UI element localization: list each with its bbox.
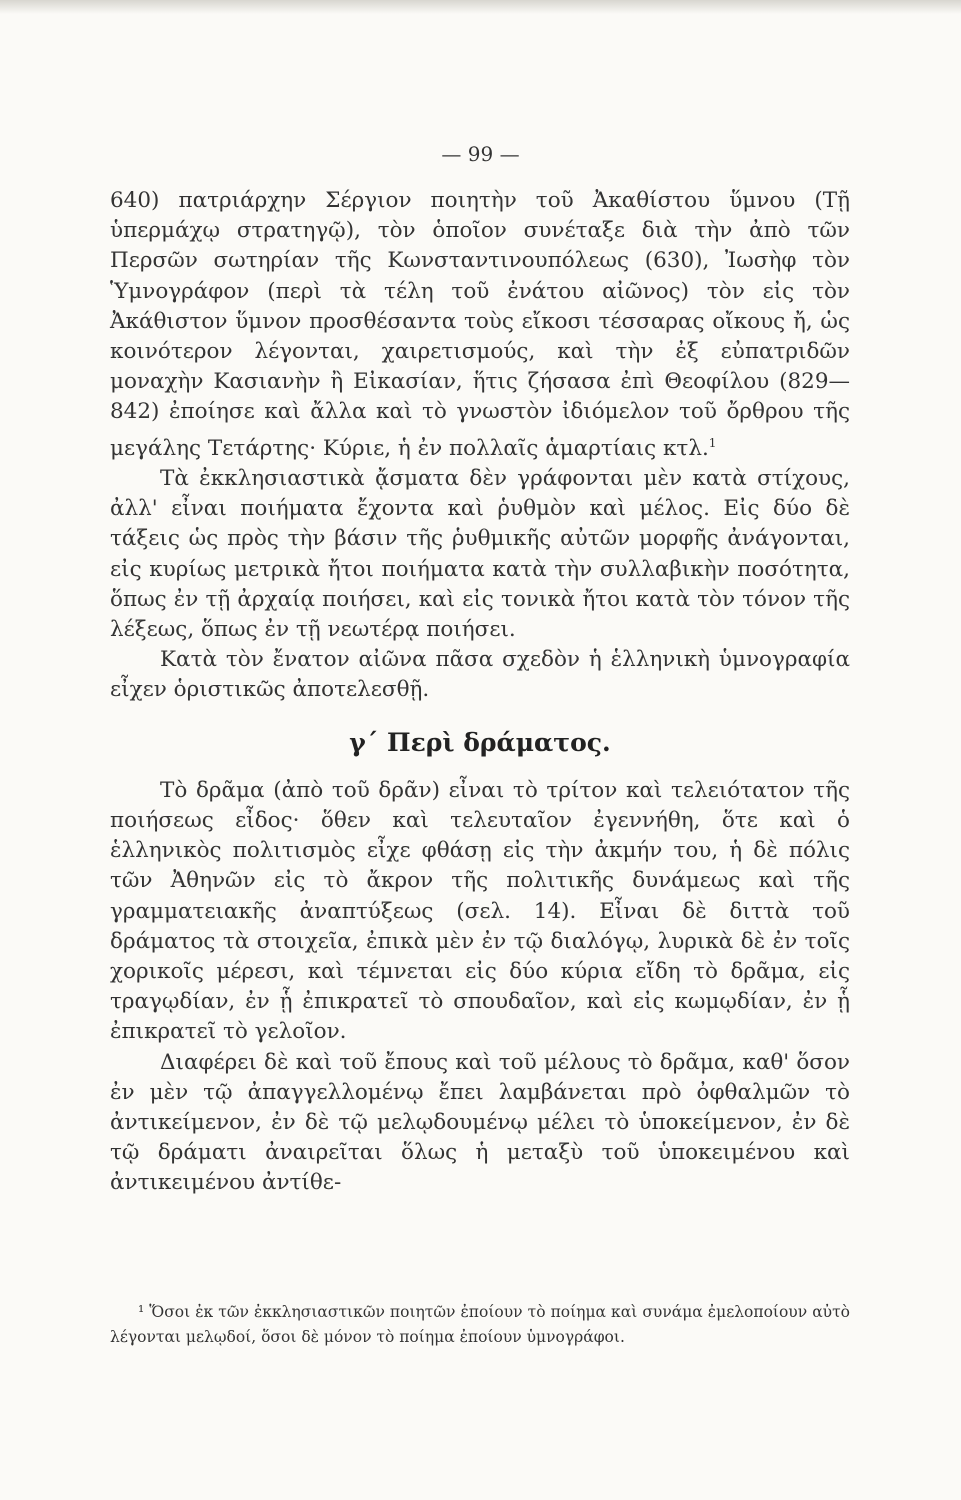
section-heading: γ΄ Περὶ δράματος. (349, 727, 611, 757)
paragraph-2: Τὰ ἐκκλησιαστικὰ ᾄσματα δὲν γράφονται μὲν κατὰ στίχους, ἀλλ' εἶναι ποιήματα ἔχοντα καὶ ῥυθμὸν καὶ μέλος. Εἰς δύο δὲ τάξεις ὡς πρὸς τὴν βάσιν τῆς ῥυθμικῆς αὐτῶν μορφῆς ἀνάγονται, εἰς κυρίως μετρικὰ ἤτοι ποιήματα κατὰ τὴν συλλαβικὴν ποσότητα, ὅπως ἐν τῇ ἀρχαίᾳ ποιήσει, καὶ εἰς τονικὰ ἤτοι κατὰ τὸν τόνον τῆς λέξεως, ὅπως ἐν τῇ νεωτέρᾳ ποιήσει. (110, 465, 850, 642)
paragraph-3: Κατὰ τὸν ἔνατον αἰῶνα πᾶσα σχεδὸν ἡ ἑλληνικὴ ὑμνογραφία εἶχεν ὁριστικῶς ἀποτελεσθῇ. (110, 647, 850, 703)
footnote: ¹ Ὅσοι ἐκ τῶν ἐκκλησιαστικῶν ποιητῶν ἐποίουν τὸ ποίημα καὶ συνάμα ἐμελοποίουν αὐτὸ λέγονται μελῳδοί, ὅσοι δὲ μόνον τὸ ποίημα ἐποίουν ὑμνογράφοι. (110, 1303, 850, 1346)
footnote-marker: 1 (708, 435, 717, 450)
main-text (110, 186, 850, 1199)
paragraph-1 (110, 186, 850, 464)
page-number: — 99 — (441, 142, 520, 166)
page-top-edge (0, 0, 961, 14)
paragraph-4: Τὸ δρᾶμα (ἀπὸ τοῦ δρᾶν) εἶναι τὸ τρίτον καὶ τελειότατον τῆς ποιήσεως εἶδος· ὅθεν καὶ τελευταῖον ἐγεννήθη, ὅτε καὶ ὁ ἑλληνικὸς πολιτισμὸς εἶχε φθάσῃ εἰς τὴν ἀκμήν του, ἡ δὲ πόλις τῶν Ἀθηνῶν εἰς τὸ ἄκρον τῆς πολιτικῆς δυνάμεως καὶ τῆς γραμματειακῆς ἀναπτύξεως (σελ. 14). Εἶναι δὲ διττὰ τοῦ δράματος τὰ στοιχεῖα, ἐπικὰ μὲν ἐν τῷ διαλόγῳ, λυρικὰ δὲ ἐν τοῖς χορικοῖς μέρεσι, καὶ τέμνεται εἰς δύο κύρια εἴδη τὸ δρᾶμα, εἰς τραγῳδίαν, ἐν ᾗ ἐπικρατεῖ τὸ σπουδαῖον, καὶ εἰς κωμῳδίαν, ἐν ᾗ ἐπικρατεῖ τὸ γελοῖον. (110, 777, 850, 1045)
paragraph-1-text: 640) πατριάρχην Σέργιον ποιητὴν τοῦ Ἀκαθίστου ὕμνου (Τῇ ὑπερμάχῳ στρατηγῷ), τὸν ὁποῖον συνέταξε διὰ τὴν ἀπὸ τῶν Περσῶν σωτηρίαν τῆς Κωνσταντινουπόλεως (630), Ἰωσὴφ τὸν Ὑμνογράφον (περὶ τὰ τέλη τοῦ ἐνάτου αἰῶνος) τὸν εἰς τὸν Ἀκάθιστον ὕμνον προσθέσαντα τοὺς εἴκοσι τέσσαρας οἴκους ἤ, ὡς κοινότερον λέγονται, χαιρετισμούς, καὶ τὴν ἐξ εὐπατριδῶν μοναχὴν Κασιανὴν ἢ Εἰκασίαν, ἥτις ζήσασα ἐπὶ Θεοφίλου (829—842) ἐποίησε καὶ ἄλλα καὶ τὸ γνωστὸν ἰδιόμελον τοῦ ὄρθρου τῆς μεγάλης Τετάρτης· Κύριε, ἡ ἐν πολλαῖς ἁμαρτίαις κτλ. (110, 188, 850, 461)
paragraph-5: Διαφέρει δὲ καὶ τοῦ ἔπους καὶ τοῦ μέλους τὸ δρᾶμα, καθ' ὅσον ἐν μὲν τῷ ἀπαγγελλομένῳ ἔπει λαμβάνεται πρὸ ὀφθαλμῶν τὸ ἀντικείμενον, ἐν δὲ τῷ μελῳδουμένῳ μέλει τὸ ὑποκείμενον, ἐν δὲ τῷ δράματι ἀναιρεῖται ὅλως ἡ μεταξὺ τοῦ ὑποκειμένου καὶ ἀντικειμένου ἀντίθε- (110, 1049, 850, 1196)
